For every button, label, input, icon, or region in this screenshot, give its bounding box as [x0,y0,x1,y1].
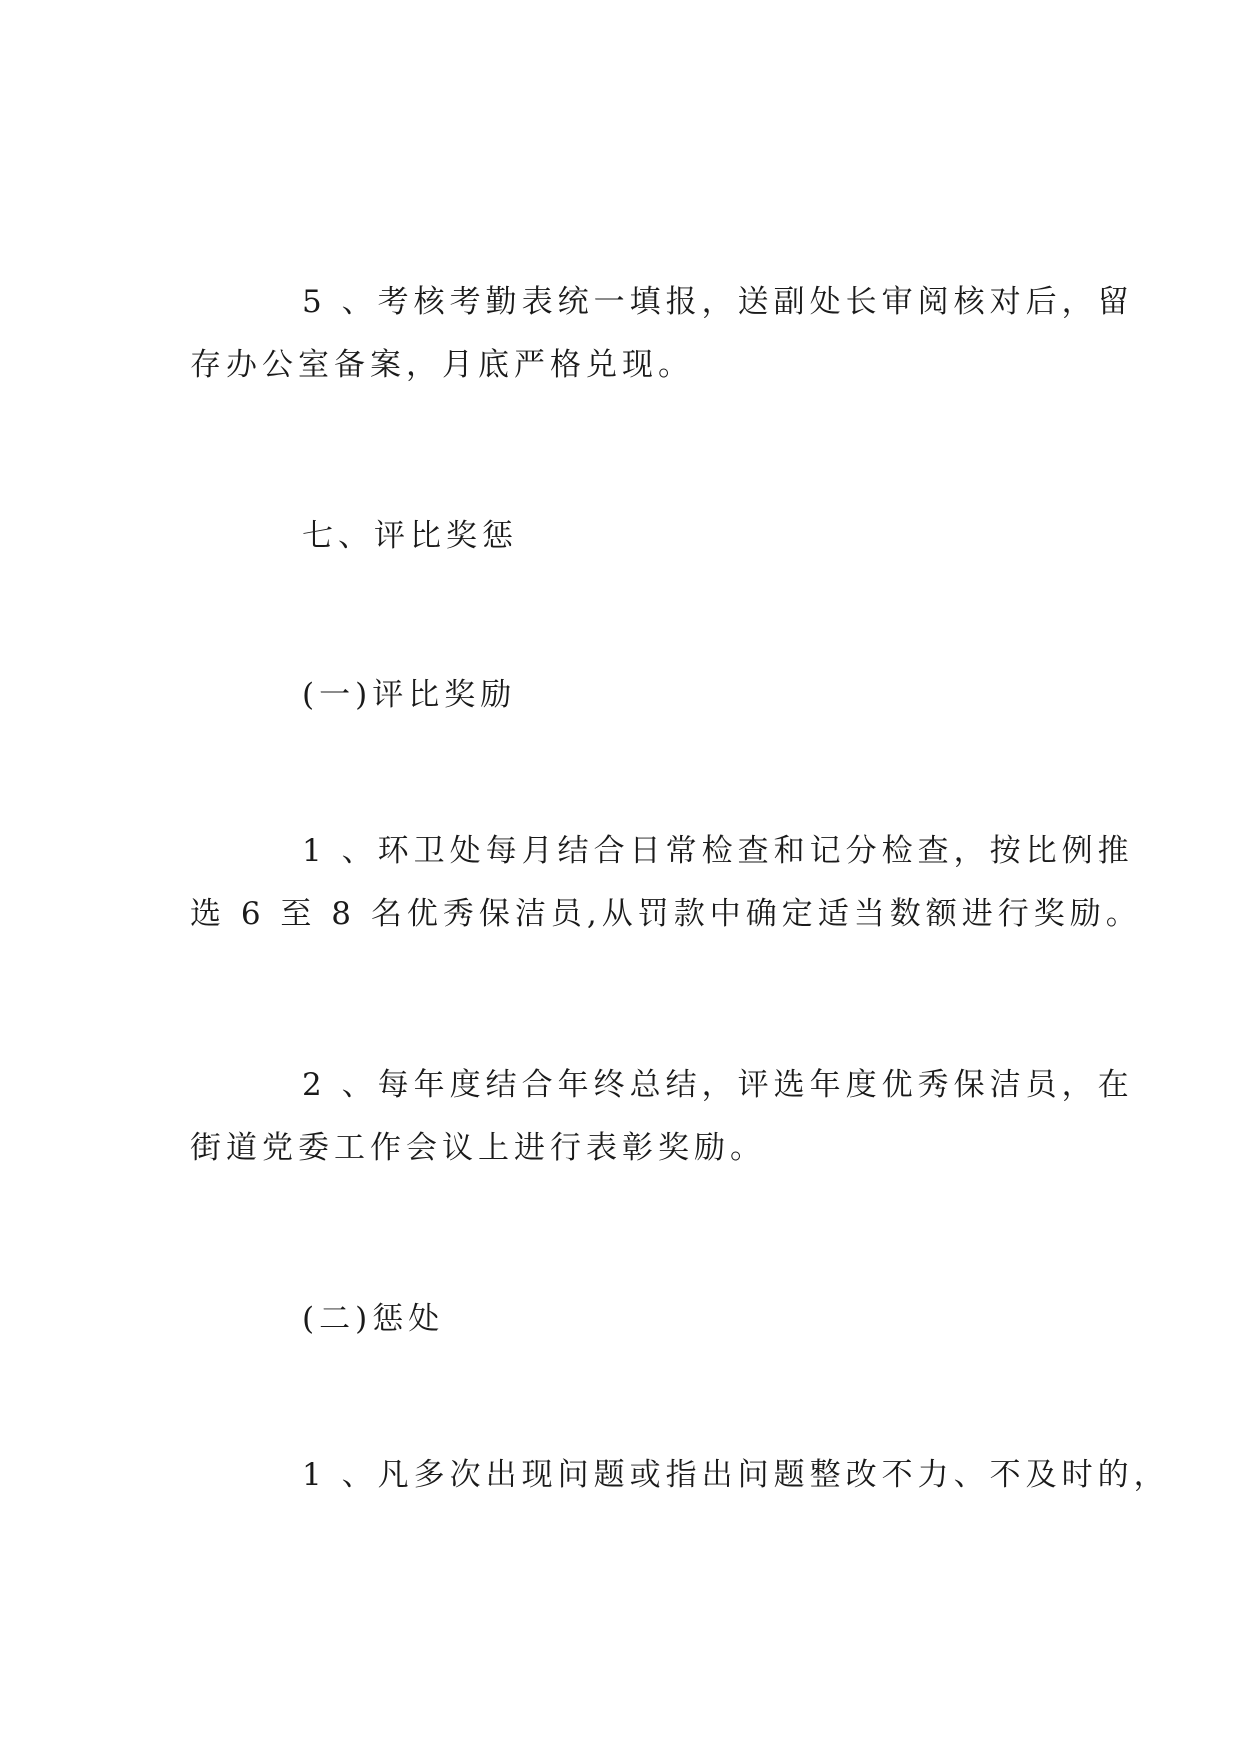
section-heading-rewards-penalties [190,505,1060,568]
heading-text: 七、评比奖惩 [302,518,518,554]
subsection-heading-penalties [190,1288,1060,1351]
paragraph-annual-reward [190,1054,1134,1180]
paragraph-line: 5 、考核考勤表统一填报，送副处长审阅核对后，留 [302,284,1134,320]
paragraph-line: 存办公室备案，月底严格兑现。 [190,347,694,383]
paragraph-line: 选 6 至 8 名优秀保洁员,从罚款中确定适当数额进行奖励。 [190,896,1142,932]
paragraph-line: 2 、每年度结合年终总结，评选年度优秀保洁员，在 [302,1067,1134,1103]
heading-text: (二)惩处 [302,1301,445,1337]
paragraph-line: 街道党委工作会议上进行表彰奖励。 [190,1130,766,1166]
paragraph-line: 1 、凡多次出现问题或指出问题整改不力、不及时的， [302,1457,1170,1493]
subsection-heading-rewards [190,664,1060,727]
paragraph-penalty-item-1 [190,1444,1170,1507]
paragraph-monthly-reward [190,820,1142,946]
heading-text: (一)评比奖励 [302,677,517,713]
paragraph-attendance-report [190,271,1134,397]
paragraph-line: 1 、环卫处每月结合日常检查和记分检查，按比例推 [302,833,1134,869]
